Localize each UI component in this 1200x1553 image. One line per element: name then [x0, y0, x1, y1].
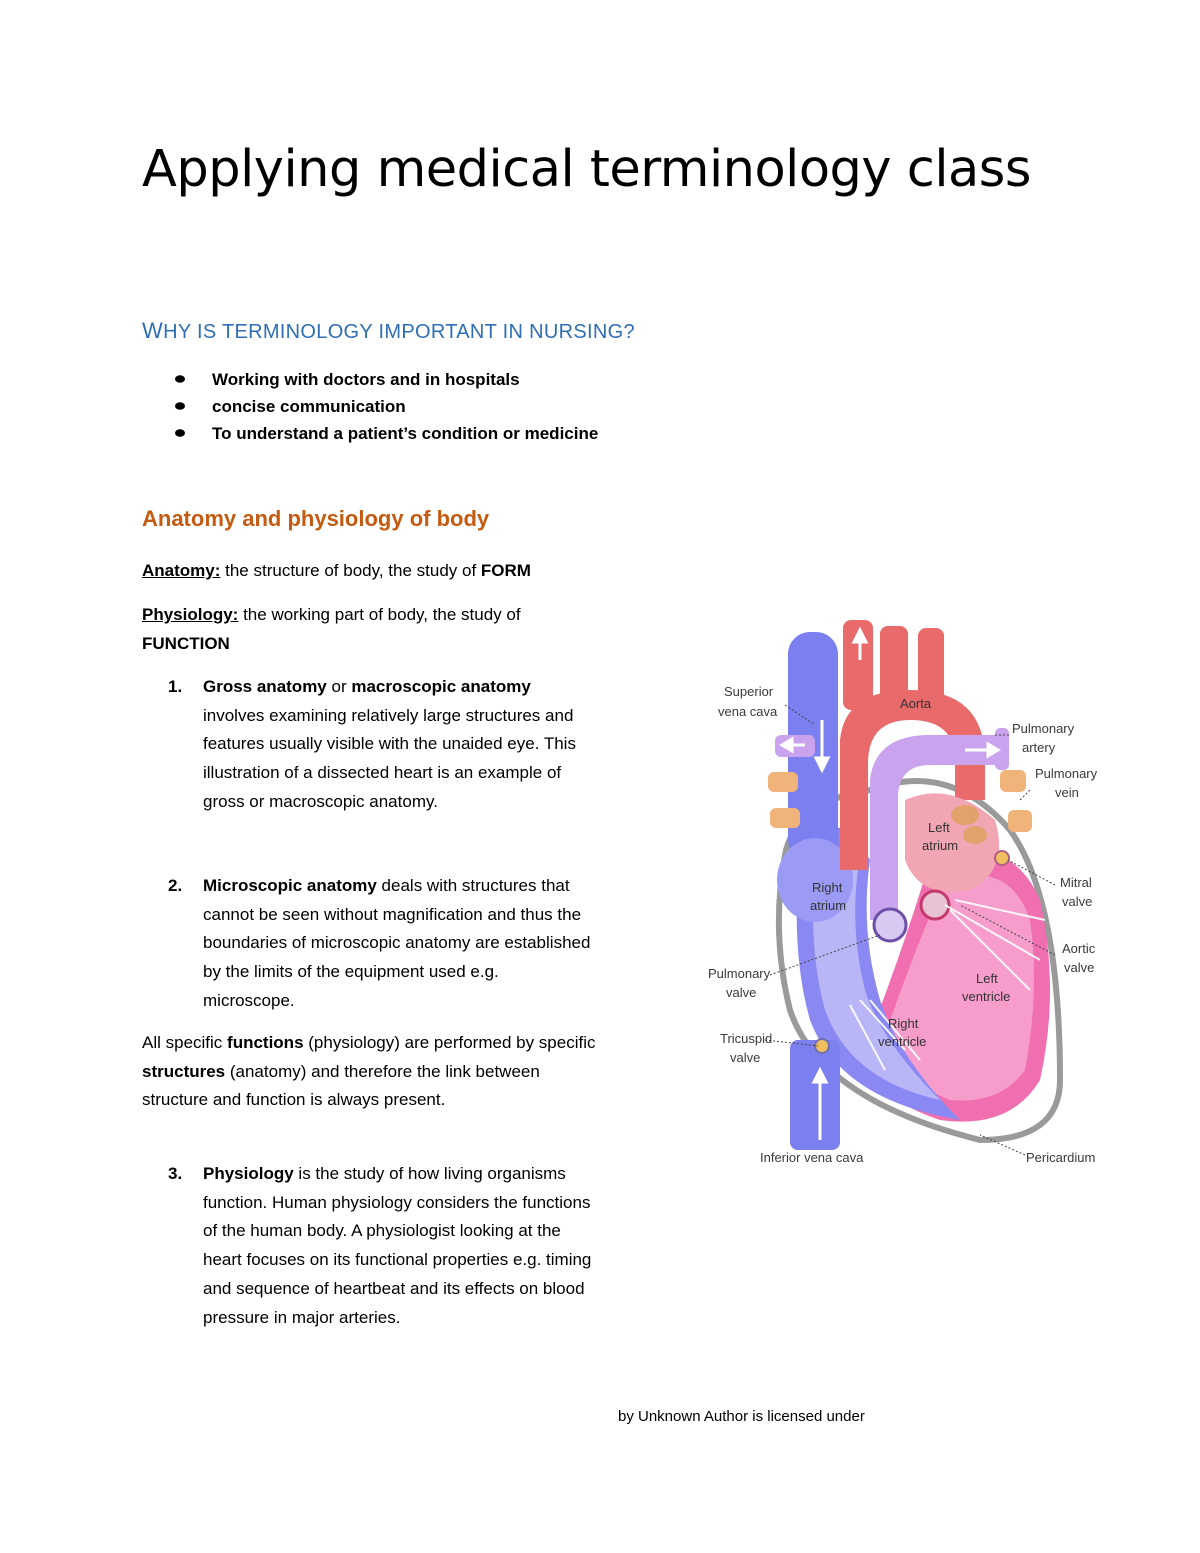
list-text [203, 1160, 593, 1332]
label-superior-vena-cava-2: vena cava [718, 704, 778, 719]
term-microscopic-anatomy: Microscopic anatomy [203, 876, 377, 895]
pulmonary-valve-shape [874, 909, 906, 941]
list-item [172, 393, 598, 420]
paragraph-text: (physiology) are performed by specific [303, 1033, 596, 1052]
label-left-atrium-2: atrium [922, 838, 959, 853]
reasons-list [172, 366, 598, 447]
list-number: 3. [168, 1164, 183, 1183]
label-pulmonary-vein-2: vein [1055, 785, 1079, 800]
label-left-ventricle-2: ventricle [962, 989, 1011, 1004]
term-physiology: Physiology [203, 1164, 294, 1183]
physiology-emph: FUNCTION [142, 633, 230, 653]
label-aorta: Aorta [900, 696, 932, 711]
list-text [203, 673, 593, 817]
label-left-atrium-1: Left [928, 820, 950, 835]
label-aortic-valve-2: valve [1064, 960, 1095, 975]
list-item [172, 420, 598, 447]
anatomy-text: the structure of body, the study of [220, 561, 481, 580]
aortic-valve-shape [921, 891, 949, 919]
bullet-dot-icon [175, 375, 185, 383]
label-mitral-valve-1: Mitral [1060, 875, 1092, 890]
anatomy-emph: FORM [480, 561, 531, 580]
bullet-dot-icon [175, 429, 185, 437]
label-pulmonary-valve-2: valve [726, 985, 757, 1000]
physiology-term: Physiology: [142, 605, 239, 624]
label-aortic-valve-1: Aortic [1062, 941, 1096, 956]
why-heading-rest: HY IS TERMINOLOGY IMPORTANT IN NURSING? [163, 321, 635, 343]
label-left-ventricle-1: Left [976, 971, 998, 986]
why-heading [142, 318, 635, 344]
list-number: 1. [168, 677, 183, 696]
list-number: 2. [168, 876, 183, 895]
label-right-ventricle-1: Right [888, 1016, 919, 1031]
structure-function-paragraph [142, 1029, 597, 1115]
label-superior-vena-cava-1: Superior [724, 684, 774, 699]
paragraph-emph: structures [142, 1061, 226, 1081]
paragraph-text: All specific [142, 1033, 228, 1052]
bullet-text: Working with doctors and in hospitals [212, 370, 520, 389]
list-text-part: deals with structures that cannot be seen without magnification and thus the boundaries of microscopic anatomy are established by the limits of the equipment used e.g. microscope. [203, 876, 591, 1010]
anatomy-heading: Anatomy and physiology of body [142, 506, 490, 531]
label-tricuspid-valve-1: Tricuspid [720, 1031, 773, 1046]
term-gross-anatomy: Gross anatomy [203, 677, 327, 696]
label-pulmonary-vein-1: Pulmonary [1035, 766, 1098, 781]
label-right-atrium-2: atrium [810, 898, 847, 913]
label-inferior-vena-cava: Inferior vena cava [760, 1150, 864, 1165]
image-caption: by Unknown Author is licensed under [618, 1408, 865, 1425]
bullet-text: To understand a patient’s condition or medicine [212, 424, 599, 443]
paragraph-emph: functions [227, 1033, 304, 1052]
label-tricuspid-valve-2: valve [730, 1050, 761, 1065]
anatomy-definition [142, 557, 622, 586]
physiology-definition [142, 601, 602, 658]
label-right-ventricle-2: ventricle [878, 1034, 927, 1049]
inferior-vena-cava [790, 1040, 840, 1150]
label-pulmonary-valve-1: Pulmonary [708, 966, 771, 981]
label-pulmonary-artery-2: artery [1022, 740, 1056, 755]
pulmonary-vein-shape [1000, 770, 1026, 792]
bullet-dot-icon [175, 402, 185, 410]
page-title: Applying medical terminology class [142, 140, 1031, 199]
why-heading-initial: W [142, 318, 164, 343]
list-text-part: is the study of how living organisms function. Human physiology considers the functions of the human body. A physiologist looking at the heart focuses on its functional properties e.g. timing and sequence of heartbeat and its effects on blood pressure in major arteries. [203, 1164, 592, 1327]
heart-diagram [690, 612, 1110, 1182]
list-text-part: or [326, 677, 352, 696]
label-right-atrium-1: Right [812, 880, 843, 895]
list-text-part: involves examining relatively large structures and features usually visible with the unaided eye. This illustration of a dissected heart is an example of gross or macroscopic anatomy. [203, 705, 576, 811]
paragraph-text: (anatomy) and therefore the link between structure and function is always present. [142, 1061, 540, 1110]
label-mitral-valve-2: valve [1062, 894, 1093, 909]
physiology-text: the working part of body, the study of [238, 605, 521, 624]
list-text [203, 872, 593, 1016]
mitral-valve-shape [995, 851, 1009, 865]
anatomy-term: Anatomy: [142, 561, 221, 580]
list-item [172, 366, 598, 393]
label-pericardium: Pericardium [1026, 1150, 1096, 1165]
label-pulmonary-artery-1: Pulmonary [1012, 721, 1075, 736]
term-macroscopic-anatomy: macroscopic anatomy [351, 677, 531, 696]
bullet-text: concise communication [212, 397, 406, 416]
